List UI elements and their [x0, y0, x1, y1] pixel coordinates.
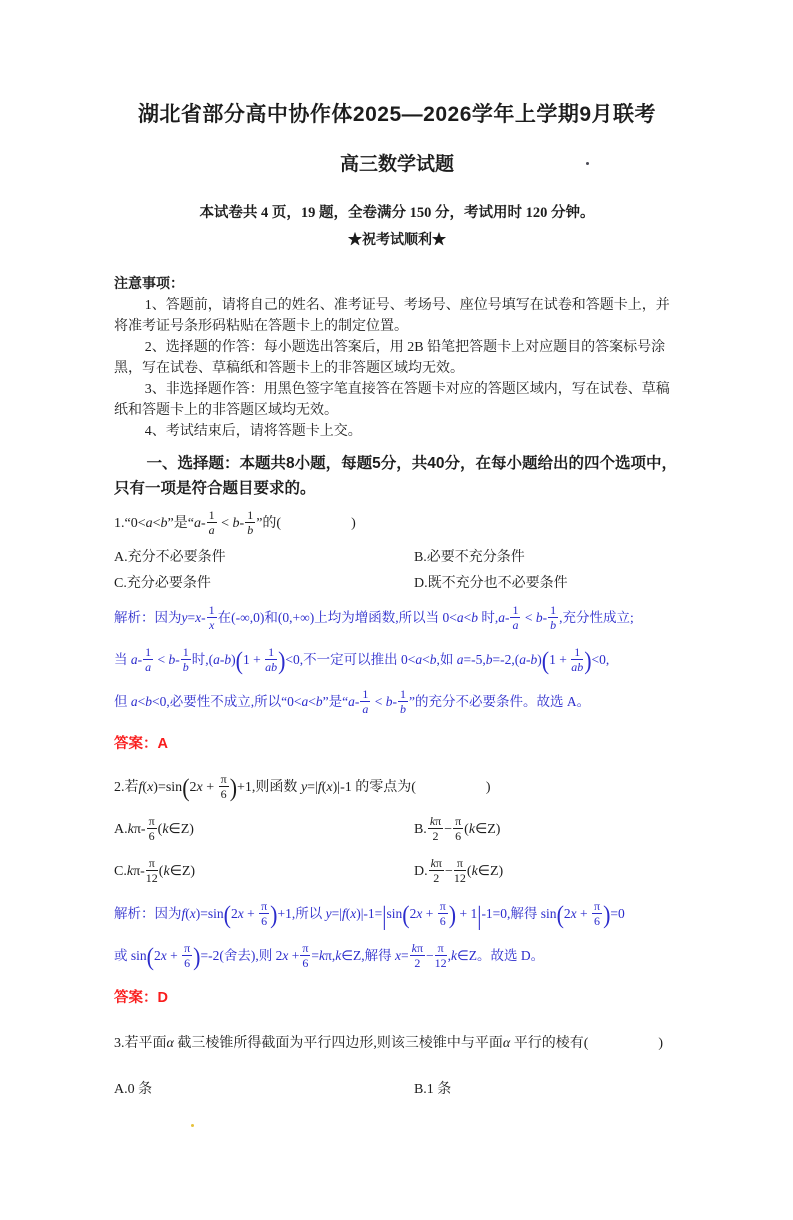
question-1	[114, 507, 680, 753]
question-1-analysis	[114, 597, 680, 723]
analysis-line: 解析：因为f(x)=sin(2x + $\frac{\pi}{6}$ )+1,所以 y=|f(x)|-1=|sin(2x + $\frac{\pi}{6}$ ) + 1|-1=0,解得 sin(2x + $\frac{\pi}{6}$ )=0	[114, 898, 625, 931]
exam-subtitle: 高三数学试题	[339, 154, 454, 175]
question-2-stem: 2.若f(x)=sin(2x + $\frac{\pi}{6}$ )+1,则函数 y=|f(x)|-1 的零点为( )	[114, 771, 491, 803]
question-3-option-b: B.1 条	[413, 1082, 452, 1097]
question-2-answer	[114, 986, 680, 1007]
analysis-line: 解析：因为y=x- $\frac{1}{x}$ 在(-∞,0)和(0,+∞)上均为增函数,所以当 0<a<b 时,a- $\frac{1}{a}$ < b- $\frac{1}{b}$ ,充分性成立;	[114, 602, 634, 633]
question-1-options	[114, 545, 680, 597]
notice-section	[114, 274, 680, 442]
question-1-option-d: D.既不充分也不必要条件	[413, 576, 568, 591]
analysis-line: 当 a- $\frac{1}{a}$ < b- $\frac{1}{b}$ 时,(a-b)(1 + $\frac{1}{ab}$ )<0,不一定可以推出 0<a<b,如 a=-5,b=-2,(a-b)(1 + $\frac{1}{ab}$ )<0,	[114, 644, 610, 676]
page-content	[114, 98, 680, 1103]
exam-info-line: 本试卷共 4 页，19 题，全卷满分 150 分，考试用时 120 分钟。	[199, 205, 595, 221]
question-1-answer	[114, 732, 680, 753]
question-2-option-b: B. $\frac{k\pi}{2}$ − $\frac{\pi}{6}$ (k∈Z)	[413, 813, 501, 844]
scan-artifact-dot	[586, 162, 589, 165]
question-1-stem: 1.“0<a<b”是“a- $\frac{1}{a}$ < b- $\frac{1}{b}$ ”的( )	[114, 507, 356, 538]
question-2-options	[114, 809, 680, 893]
answer-label: 答案：	[114, 990, 158, 1006]
analysis-line: 但 a<b<0,必要性不成立,所以“0<a<b”是“a- $\frac{1}{a}$ < b- $\frac{1}{b}$ ”的充分不必要条件。故选 A。	[114, 686, 591, 717]
question-2-option-a: A.kπ- $\frac{\pi}{6}$ (k∈Z)	[114, 813, 194, 844]
notice-item-2: 2、选择题的作答：每小题选出答案后，用 2B 铅笔把答题卡上对应题目的答案标号涂黑，写在试卷、草稿纸和答题卡上的非答题区域均无效。	[114, 340, 666, 376]
question-1-option-a: A.充分不必要条件	[114, 550, 226, 565]
question-3-options	[114, 1077, 680, 1103]
question-1-option-b: B.必要不充分条件	[413, 550, 525, 565]
exam-wish-line: ★祝考试顺利★	[348, 233, 446, 248]
notice-item-4: 4、考试结束后，请将答题卡上交。	[144, 424, 362, 439]
notice-item-1: 1、答题前，请将自己的姓名、准考证号、考场号、座位号填写在试卷和答题卡上，并将准考证号条形码粘贴在答题卡上的制定位置。	[114, 298, 670, 334]
question-3	[114, 1027, 680, 1103]
question-1-option-c: C.充分必要条件	[114, 576, 211, 591]
exam-paper-page	[0, 98, 793, 1220]
answer-label: 答案：	[114, 736, 158, 752]
answer-value: A	[157, 736, 168, 752]
section-one-heading: 一、选择题：本题共8小题，每题5分，共40分，在每小题给出的四个选项中，只有一项是符合题目要求的。	[114, 455, 678, 497]
answer-value: D	[157, 990, 168, 1006]
notice-heading: 注意事项：	[114, 277, 184, 292]
question-2	[114, 771, 680, 1007]
scan-artifact-dot	[191, 1124, 194, 1127]
exam-title: 湖北省部分高中协作体2025—2026学年上学期9月联考	[137, 103, 657, 126]
analysis-line: 或 sin(2x + $\frac{\pi}{6}$ )=-2(舍去),则 2x + $\frac{\pi}{6}$ =kπ,k∈Z,解得 x= $\frac{k\pi}{2}$ − $\frac{\pi}{12}$ ,k∈Z。故选 D。	[114, 940, 545, 972]
question-2-option-c: C.kπ- $\frac{\pi}{12}$ (k∈Z)	[114, 855, 196, 886]
question-2-analysis	[114, 893, 680, 977]
question-3-option-a: A.0 条	[114, 1082, 153, 1097]
notice-item-3: 3、非选择题作答：用黑色签字笔直接答在答题卡对应的答题区域内，写在试卷、草稿纸和答题卡上的非答题区域均无效。	[114, 382, 670, 418]
question-2-option-d: D. $\frac{k\pi}{2}$ − $\frac{\pi}{12}$ (k∈Z)	[413, 855, 504, 886]
question-3-stem: 3.若平面α 截三棱锥所得截面为平行四边形,则该三棱锥中与平面α 平行的棱有( )	[114, 1036, 664, 1051]
